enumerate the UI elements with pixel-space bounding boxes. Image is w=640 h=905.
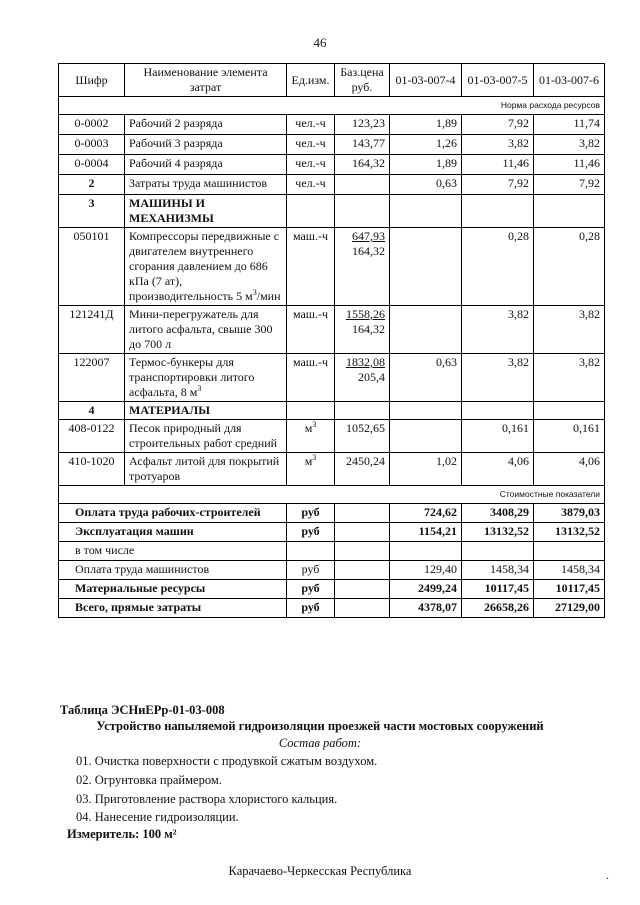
table-cell: 26658,26 (462, 599, 534, 618)
summary-row (59, 580, 605, 599)
superscript: 3 (197, 384, 202, 393)
base-price: 1558,26 (346, 307, 385, 321)
section-title: МАТЕРИАЛЫ (125, 402, 287, 420)
table-row (59, 306, 605, 354)
table-cell: 4 (59, 402, 125, 420)
table-cell: 0,161 (534, 420, 605, 453)
table-cell: Песок природный для строительных работ средний (125, 420, 287, 453)
table-cell (125, 228, 287, 306)
table-cell: руб (287, 523, 335, 542)
header-col-4: 01-03-007-4 (390, 64, 462, 97)
table-body (59, 97, 605, 618)
table-cell: 3 (59, 195, 125, 228)
table-cell (335, 504, 390, 523)
cell-text: Мини-перегружатель для литого асфальта, свыше 300 до 700 л (129, 307, 273, 351)
superscript: 3 (252, 288, 257, 297)
summary-row (59, 599, 605, 618)
base-price: 647,93 (352, 229, 385, 243)
table-cell: 13132,52 (534, 523, 605, 542)
table-cell (335, 354, 390, 402)
table-cell (335, 599, 390, 618)
cost-label: Стоимостные показатели (59, 486, 605, 504)
table-cell (335, 580, 390, 599)
table-cell: 1458,34 (462, 561, 534, 580)
table-cell (390, 420, 462, 453)
summary-row (59, 542, 605, 561)
table-cell (125, 306, 287, 354)
table-cell (390, 402, 462, 420)
table-cell: 3,82 (534, 306, 605, 354)
base-price-machinist: 205,4 (358, 370, 385, 384)
summary-row (59, 523, 605, 542)
table-cell: 1,02 (390, 453, 462, 486)
table-cell: 1,89 (390, 115, 462, 135)
table-cell (335, 175, 390, 195)
table-cell: 121241Д (59, 306, 125, 354)
superscript: 3 (312, 420, 317, 429)
table-cell (462, 542, 534, 561)
summary-name: Всего, прямые затраты (59, 599, 287, 618)
table-cell (335, 306, 390, 354)
table-cell: 408-0122 (59, 420, 125, 453)
footer-mark: . (606, 868, 609, 882)
table-row (59, 453, 605, 486)
table-cell: 10117,45 (534, 580, 605, 599)
table-cell: 0-0003 (59, 135, 125, 155)
norm-label: Норма расхода ресурсов (59, 97, 605, 115)
table-cell: руб (287, 580, 335, 599)
table-cell: чел.-ч (287, 175, 335, 195)
table-cell: чел.-ч (287, 155, 335, 175)
table-cell (534, 542, 605, 561)
table-row (59, 115, 605, 135)
table-cell (287, 402, 335, 420)
table-cell: 0-0002 (59, 115, 125, 135)
table-cell: 11,74 (534, 115, 605, 135)
table-row (59, 420, 605, 453)
table-cell (335, 402, 390, 420)
table-cell (462, 195, 534, 228)
table-cell: 0-0004 (59, 155, 125, 175)
table-cell (287, 420, 335, 453)
table-row (59, 135, 605, 155)
table-cell: 7,92 (462, 115, 534, 135)
table-cell: 7,92 (462, 175, 534, 195)
table-cell: Асфальт литой для покрытий тротуаров (125, 453, 287, 486)
summary-name: Оплата труда рабочих-строителей (59, 504, 287, 523)
table-cell: 3,82 (534, 354, 605, 402)
table-cell: 0,161 (462, 420, 534, 453)
cell-text: м (304, 421, 313, 435)
table-cell (287, 195, 335, 228)
header-unit: Ед.изм. (287, 64, 335, 97)
table-cell (287, 542, 335, 561)
table-cell (534, 402, 605, 420)
cell-text: Термос-бункеры для транспортировки литого асфальта, 8 м (129, 355, 255, 399)
table-cell: маш.-ч (287, 306, 335, 354)
table-cell: 123,23 (335, 115, 390, 135)
summary-name: Эксплуатация машин (59, 523, 287, 542)
table-cell: 11,46 (534, 155, 605, 175)
table-cell: маш.-ч (287, 228, 335, 306)
page-footer: Карачаево-Черкесская Республика (228, 864, 412, 878)
table-cell: 2450,24 (335, 453, 390, 486)
table-cell (462, 402, 534, 420)
table-cell (335, 561, 390, 580)
cell-text: м (245, 289, 253, 303)
table-cell: 4378,07 (390, 599, 462, 618)
table-cell: руб (287, 504, 335, 523)
table-cell: Рабочий 2 разряда (125, 115, 287, 135)
work-step: 02. Огрунтовка праймером. (76, 773, 222, 787)
section-label-row (59, 486, 605, 504)
base-price-machinist: 164,32 (352, 244, 385, 258)
table-cell: руб (287, 561, 335, 580)
section-label-row (59, 97, 605, 115)
base-price: 1832,08 (346, 355, 385, 369)
table-cell: 0,63 (390, 354, 462, 402)
next-table-heading: Устройство напыляемой гидроизоляции проезжей части мостовых сооружений (96, 719, 544, 733)
table-cell (335, 523, 390, 542)
section-row (59, 402, 605, 420)
table-cell: 3879,03 (534, 504, 605, 523)
table-cell: 122007 (59, 354, 125, 402)
table-cell: 1458,34 (534, 561, 605, 580)
table-cell: 0,28 (534, 228, 605, 306)
table-cell (390, 195, 462, 228)
table-cell: 050101 (59, 228, 125, 306)
work-step: 04. Нанесение гидроизоляции. (76, 810, 239, 824)
table-cell (390, 542, 462, 561)
table-cell: 1154,21 (390, 523, 462, 542)
table-cell: 27129,00 (534, 599, 605, 618)
header-col-6: 01-03-007-6 (534, 64, 605, 97)
table-row (59, 354, 605, 402)
work-step: 03. Приготовление раствора хлористого кальция. (76, 792, 338, 806)
table-cell: 7,92 (534, 175, 605, 195)
table-cell (125, 354, 287, 402)
table-cell: 1,89 (390, 155, 462, 175)
table-cell: руб (287, 599, 335, 618)
table-cell: 4,06 (534, 453, 605, 486)
table-cell: чел.-ч (287, 115, 335, 135)
table-cell: 2499,24 (390, 580, 462, 599)
header-col-5: 01-03-007-5 (462, 64, 534, 97)
table-cell (335, 228, 390, 306)
table-cell (335, 195, 390, 228)
table-cell: 1,26 (390, 135, 462, 155)
table-cell: 10117,45 (462, 580, 534, 599)
summary-name: Оплата труда машинистов (59, 561, 287, 580)
table-cell: 3,82 (462, 135, 534, 155)
superscript: 3 (312, 453, 317, 462)
header-name: Наименование элемента затрат (125, 64, 287, 97)
table-cell (534, 195, 605, 228)
table-cell: 4,06 (462, 453, 534, 486)
table-cell: 3408,29 (462, 504, 534, 523)
table-cell: 410-1020 (59, 453, 125, 486)
next-table-title: Таблица ЭСНиЕРр-01-03-008 (60, 703, 225, 717)
table-cell: маш.-ч (287, 354, 335, 402)
summary-name: Материальные ресурсы (59, 580, 287, 599)
section-row (59, 195, 605, 228)
table-cell: 3,82 (462, 306, 534, 354)
cell-text: м (304, 454, 313, 468)
page-number: 46 (313, 35, 327, 50)
table-cell: чел.-ч (287, 135, 335, 155)
meter-label: Измеритель: 100 м² (67, 827, 177, 841)
table-cell (390, 306, 462, 354)
table-cell: 143,77 (335, 135, 390, 155)
table-cell: 0,28 (462, 228, 534, 306)
table-cell: 0,63 (390, 175, 462, 195)
table-cell: 13132,52 (462, 523, 534, 542)
header-code: Шифр (59, 64, 125, 97)
table-cell: 1052,65 (335, 420, 390, 453)
summary-row (59, 561, 605, 580)
base-price-machinist: 164,32 (352, 322, 385, 336)
table-row (59, 175, 605, 195)
summary-name: в том числе (59, 542, 287, 561)
table-cell: Затраты труда машинистов (125, 175, 287, 195)
resource-table (58, 63, 605, 618)
cell-text: Компрессоры передвижные с двигателем внутреннего сгорания давлением до 686 кПа (7 ат), производительность 5 (129, 229, 280, 303)
table-cell: 11,46 (462, 155, 534, 175)
table-header-row (59, 64, 605, 97)
composition-label: Состав работ: (278, 736, 362, 750)
table-cell: 724,62 (390, 504, 462, 523)
section-title: МАШИНЫ И МЕХАНИЗМЫ (125, 195, 287, 228)
cell-text: /мин (256, 289, 281, 303)
summary-row (59, 504, 605, 523)
table-row (59, 228, 605, 306)
table-cell: 2 (59, 175, 125, 195)
table-cell (335, 542, 390, 561)
header-price: Баз.цена руб. (335, 64, 390, 97)
table-cell (287, 453, 335, 486)
table-cell: Рабочий 4 разряда (125, 155, 287, 175)
table-cell: 3,82 (534, 135, 605, 155)
table-cell: 3,82 (462, 354, 534, 402)
table-cell (390, 228, 462, 306)
table-cell: 164,32 (335, 155, 390, 175)
table-row (59, 155, 605, 175)
work-step: 01. Очистка поверхности с продувкой сжатым воздухом. (76, 754, 378, 768)
table-cell: 129,40 (390, 561, 462, 580)
table-cell: Рабочий 3 разряда (125, 135, 287, 155)
